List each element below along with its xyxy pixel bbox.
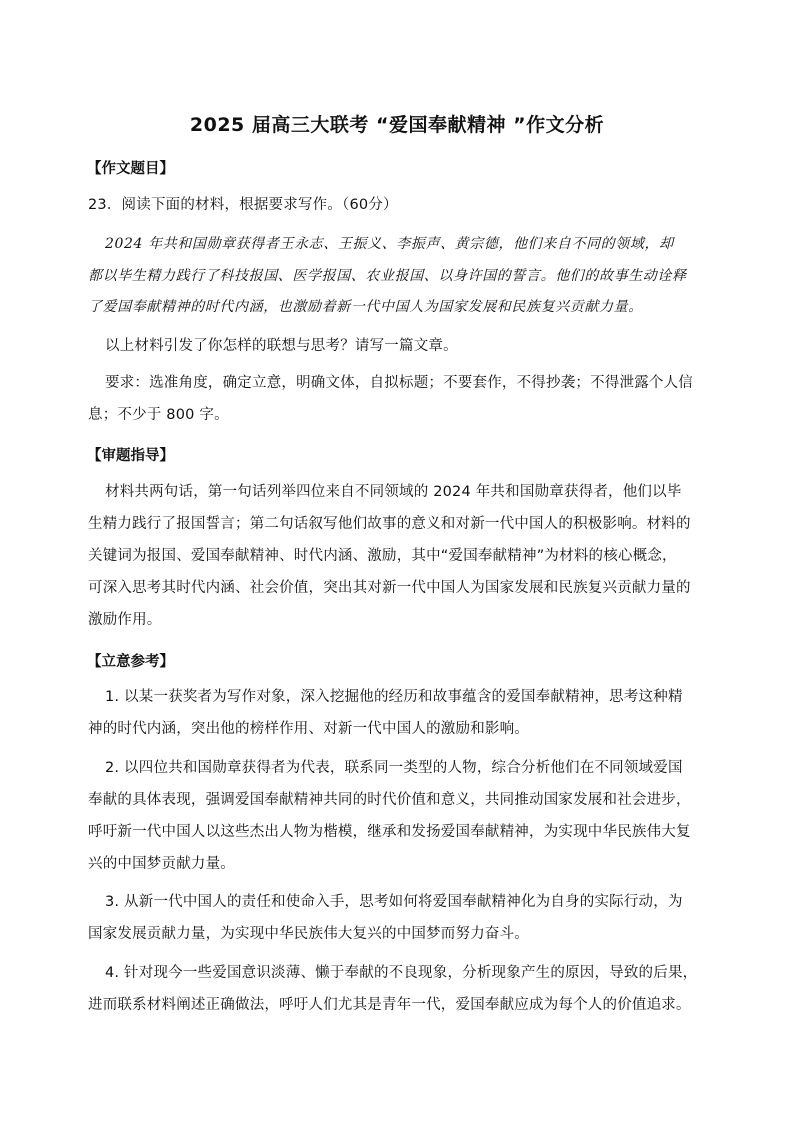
material-line: 都以毕生精力践行了科技报国、医学报国、农业报国、以身许国的誓言。他们的故事生动诠释 bbox=[88, 268, 687, 284]
requirements-line: 息；不少于 800 字。 bbox=[88, 407, 229, 423]
idea-item-4-line: 4. 针对现今一些爱国意识淡薄、懒于奉献的不良现象，分析现象产生的原因，导致的后果， bbox=[105, 965, 698, 981]
idea-item-2-line: 兴的中国梦贡献力量。 bbox=[88, 856, 235, 872]
section-heading-ideas: 【立意参考】 bbox=[87, 654, 174, 670]
idea-item-3-line: 3. 从新一代中国人的责任和使命入手，思考如何将爱国奉献精神化为自身的实际行动，为 bbox=[105, 894, 683, 910]
guide-line: 激励作用。 bbox=[88, 612, 162, 628]
guide-line: 生精力践行了报国誓言；第二句话叙写他们故事的意义和对新一代中国人的积极影响。材料的 bbox=[88, 516, 691, 532]
section-heading-guide: 【审题指导】 bbox=[87, 448, 174, 464]
idea-item-4-line: 进而联系材料阐述正确做法，呼吁人们尤其是青年一代，爱国奉献应成为每个人的价值追求。 bbox=[88, 997, 691, 1013]
document-title: 2025 届高三大联考 “爱国奉献精神 ”作文分析 bbox=[189, 114, 605, 136]
idea-item-1-line: 神的时代内涵，突出他的榜样作用、对新一代中国人的激励和影响。 bbox=[88, 721, 529, 737]
idea-item-1-line: 1. 以某一获奖者为写作对象，深入挖掘他的经历和故事蕴含的爱国奉献精神，思考这种精 bbox=[105, 689, 683, 705]
requirements-line: 要求：选准角度，确定立意，明确文体，自拟标题；不要套作，不得抄袭；不得泄露个人信 bbox=[105, 375, 693, 391]
question-text: 23．阅读下面的材料，根据要求写作。（60分） bbox=[88, 197, 398, 213]
idea-item-3-line: 国家发展贡献力量，为实现中华民族伟大复兴的中国梦而努力奋斗。 bbox=[88, 926, 529, 942]
guide-line: 材料共两句话，第一句话列举四位来自不同领域的 2024 年共和国勋章获得者，他们以毕 bbox=[105, 484, 682, 500]
idea-item-2-line: 2. 以四位共和国勋章获得者为代表，联系同一类型的人物，综合分析他们在不同领域爱国 bbox=[105, 760, 683, 776]
idea-item-2-line: 呼吁新一代中国人以这些杰出人物为楷模，继承和发扬爱国奉献精神，为实现中华民族伟大复 bbox=[88, 824, 691, 840]
guide-line: 关键词为报国、爱国奉献精神、时代内涵、激励，其中“爱国奉献精神”为材料的核心概念， bbox=[88, 548, 677, 564]
idea-item-2-line: 奉献的具体表现，强调爱国奉献精神共同的时代价值和意义，共同推动国家发展和社会进步， bbox=[88, 792, 691, 808]
section-heading-topic: 【作文题目】 bbox=[87, 161, 174, 177]
guide-line: 可深入思考其时代内涵、社会价值，突出其对新一代中国人为国家发展和民族复兴贡献力量的 bbox=[88, 580, 691, 596]
material-line: 2024 年共和国勋章获得者王永志、王振义、李振声、黄宗德，他们来自不同的领域，却 bbox=[105, 236, 674, 252]
writing-prompt: 以上材料引发了你怎样的联想与思考？请写一篇文章。 bbox=[105, 338, 458, 354]
material-line: 了爱国奉献精神的时代内涵，也激励着新一代中国人为国家发展和民族复兴贡献力量。 bbox=[88, 299, 643, 315]
